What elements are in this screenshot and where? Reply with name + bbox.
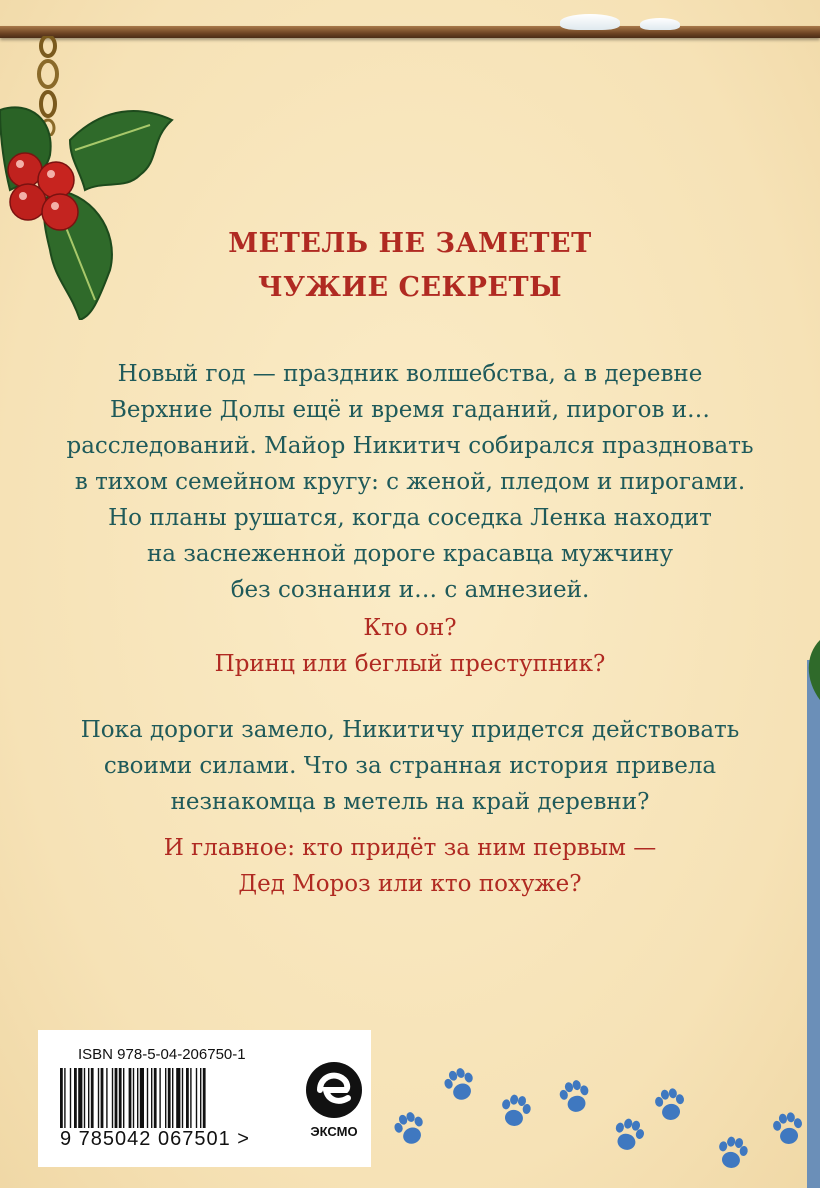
barcode-icon xyxy=(60,1068,292,1128)
text-line: незнакомца в метель на край деревни? xyxy=(170,789,650,815)
leaf-icon xyxy=(800,640,820,700)
headline-line: МЕТЕЛЬ НЕ ЗАМЕТЕТ xyxy=(228,228,592,259)
snow-clump xyxy=(560,14,620,30)
text-line: Кто он? xyxy=(363,615,457,641)
text-line: И главное: кто придёт за ним первым — xyxy=(163,835,657,861)
publisher-name: ЭКСМО xyxy=(310,1124,358,1139)
text-line: Пока дороги замело, Никитичу придется действовать xyxy=(80,717,740,743)
text-line: без сознания и… с амнезией. xyxy=(230,577,590,603)
middle-paragraph xyxy=(40,712,780,820)
barcode-digits: 9 785042 067501 > xyxy=(60,1128,250,1150)
headline xyxy=(30,272,790,303)
headline-line: ЧУЖИЕ СЕКРЕТЫ xyxy=(257,272,563,303)
text-line: расследований. Майор Никитич собирался праздновать xyxy=(66,433,754,459)
intro-paragraph xyxy=(40,356,780,608)
text-line: своими силами. Что за странная история привела xyxy=(103,753,717,779)
text-line: Но планы рушатся, когда соседка Ленка находит xyxy=(108,505,712,531)
text-line: в тихом семейном кругу: с женой, пледом и пирогами. xyxy=(74,469,746,495)
text-line: на заснеженной дороге красавца мужчину xyxy=(146,541,674,567)
text-line: Принц или беглый преступник? xyxy=(214,651,606,677)
text-line: Дед Мороз или кто похуже? xyxy=(238,871,582,897)
questions-block xyxy=(40,610,780,682)
headline xyxy=(30,228,790,259)
publisher-logo-icon xyxy=(296,1058,372,1124)
wooden-rod xyxy=(0,26,820,38)
isbn-label: ISBN 978-5-04-206750-1 xyxy=(78,1046,246,1063)
text-line: Новый год — праздник волшебства, а в деревне xyxy=(117,361,703,387)
snow-clump xyxy=(640,18,680,30)
paw-prints-icon xyxy=(380,1060,810,1188)
text-line: Верхние Долы ещё и время гаданий, пирогов и… xyxy=(109,397,711,423)
final-question-block xyxy=(40,830,780,902)
